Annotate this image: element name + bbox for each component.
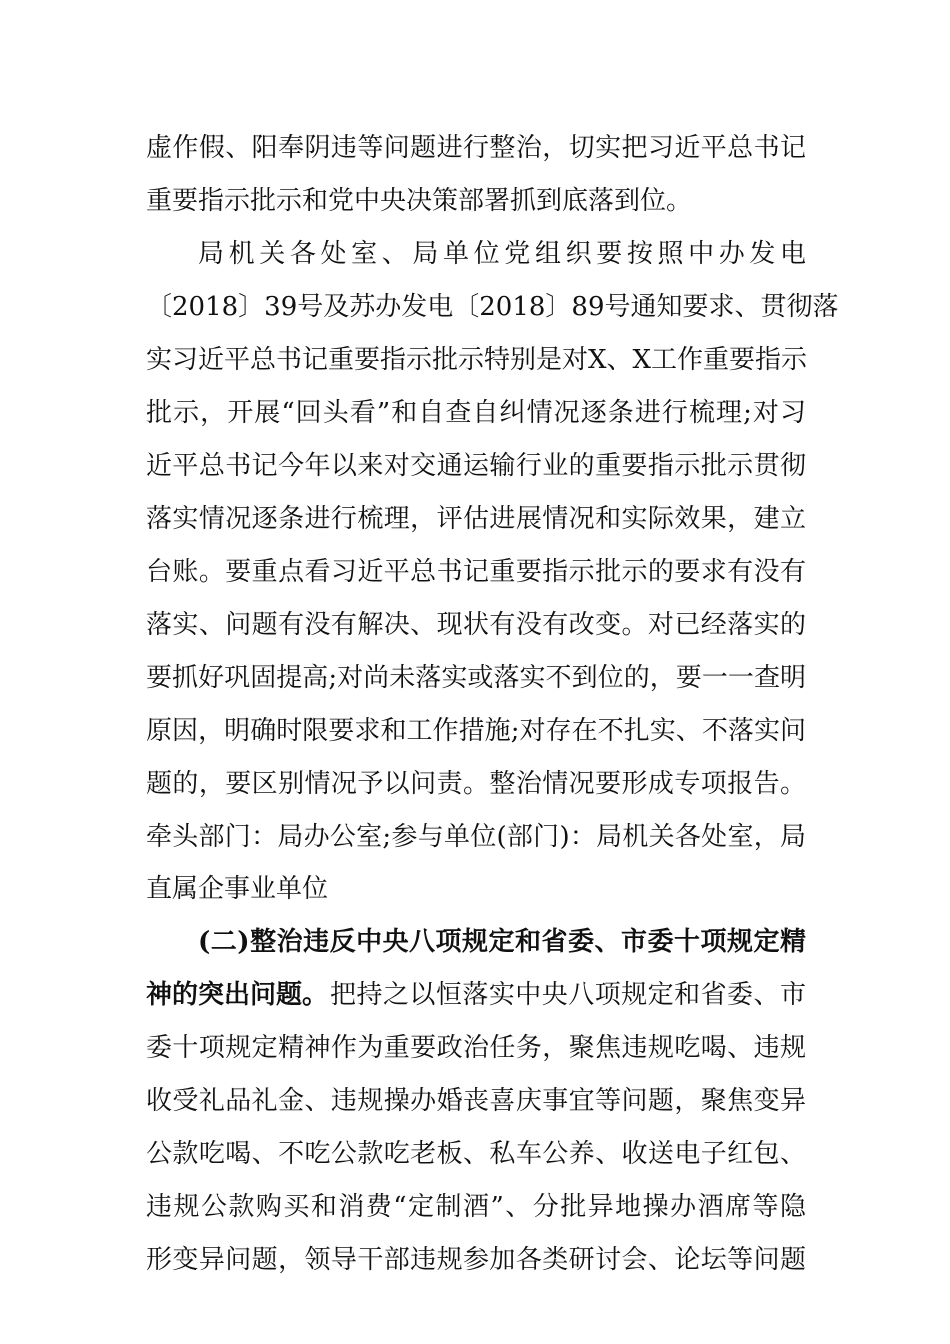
text-line: 近平总书记今年以来对交通运输行业的重要指示批示贯彻	[146, 451, 806, 481]
text-line: 重要指示批示和党中央决策部署抓到底落到位。	[146, 186, 693, 216]
text-line: 形变异问题，领导干部违规参加各类研讨会、论坛等问题	[146, 1245, 806, 1275]
text-line: 原因，明确时限要求和工作措施;对存在不扎实、不落实问	[146, 716, 806, 746]
text-line: 题的，要区别情况予以问责。整治情况要形成专项报告。	[146, 769, 806, 799]
text-line: 实习近平总书记重要指示批示特别是对X、X工作重要指示	[146, 345, 808, 375]
text-line-mixed	[146, 975, 806, 1015]
text-line: 委十项规定精神作为重要政治任务，聚焦违规吃喝、违规	[146, 1033, 806, 1063]
text-line: 牵头部门：局办公室;参与单位(部门)：局机关各处室，局	[146, 822, 806, 852]
text-run: 把持之以恒落实中央八项规定和省委、市	[330, 980, 806, 1010]
text-line: 收受礼品礼金、违规操办婚丧喜庆事宜等问题，聚焦变异	[146, 1086, 806, 1116]
text-line: 直属企事业单位	[146, 874, 329, 904]
text-line: 局机关各处室、局单位党组织要按照中办发电	[198, 239, 806, 269]
text-line: 落实情况逐条进行梳理，评估进展情况和实际效果，建立	[146, 504, 806, 534]
section-heading-line: (二)整治违反中央八项规定和省委、市委十项规定精	[198, 927, 806, 957]
text-line: 违规公款购买和消费“定制酒”、分批异地操办酒席等隐	[146, 1192, 806, 1222]
text-line: 虚作假、阳奉阴违等问题进行整治，切实把习近平总书记	[146, 133, 806, 163]
text-line: 〔2018〕39号及苏办发电〔2018〕89号通知要求、贯彻落	[146, 292, 839, 322]
text-line: 落实、问题有没有解决、现状有没有改变。对已经落实的	[146, 610, 806, 640]
section-heading-tail: 神的突出问题。	[146, 980, 329, 1010]
text-line: 公款吃喝、不吃公款吃老板、私车公养、收送电子红包、	[146, 1139, 806, 1169]
text-line: 要抓好巩固提高;对尚未落实或落实不到位的，要一一查明	[146, 663, 806, 693]
text-line: 台账。要重点看习近平总书记重要指示批示的要求有没有	[146, 557, 806, 587]
text-line: 批示，开展“回头看”和自查自纠情况逐条进行梳理;对习	[146, 398, 806, 428]
